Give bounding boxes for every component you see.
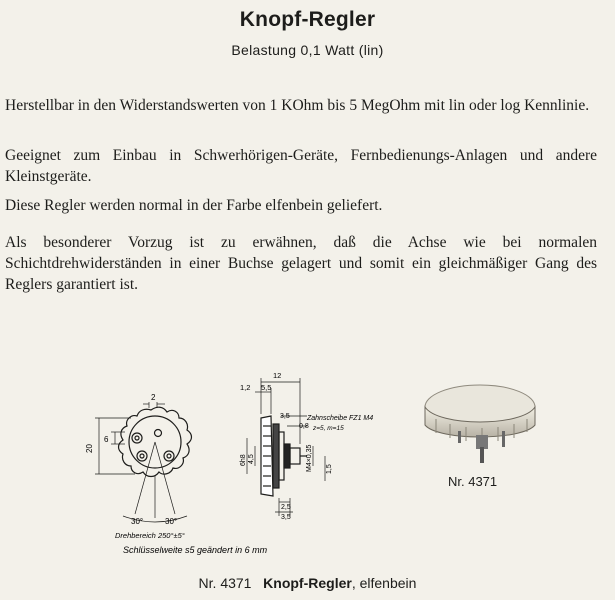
rotation-note: Drehbereich 250°±5°	[115, 531, 185, 540]
product-photo	[418, 377, 548, 472]
dim-label: 0,8	[299, 423, 309, 430]
dim-label: 6	[104, 435, 109, 444]
technical-drawing	[85, 366, 374, 556]
dim-label: 12	[273, 371, 282, 380]
wrench-size-note: Schlüsselweite s5 geändert in 6 mm	[123, 545, 268, 555]
dim-label: 5,5	[261, 383, 272, 392]
dim-label: 30°	[165, 517, 178, 526]
photo-caption: Nr. 4371	[448, 474, 498, 489]
dim-label: 1,2	[240, 383, 251, 392]
dim-label: 20	[85, 444, 94, 453]
product-number: Nr. 4371	[198, 575, 252, 591]
page-subtitle: Belastung 0,1 Watt (lin)	[231, 42, 384, 58]
dim-label: 3,5	[281, 514, 291, 521]
front-view-knob	[119, 407, 192, 476]
product-name: Knopf-Regler	[263, 575, 352, 591]
page-title: Knopf-Regler	[239, 8, 376, 31]
paragraph-resistance-values: Herstellbar in den Widerstandswerten von 1 KOhm bis 5 MegOhm mit lin oder log Kennlinie.	[5, 97, 590, 114]
paragraph-applications: Geeignet zum Einbau in Schwerhörigen-Geräte, Fernbedienungs-Anlagen und andere Kleinstgeräte.	[5, 147, 597, 185]
paragraph-advantage: Als besonderer Vorzug ist zu erwähnen, daß die Achse wie bei normalen Schichtdrehwiderständen in einer Buchse gelagert und somit ein gleichmäßiger Gang des Reglers garantiert ist.	[5, 234, 597, 293]
dim-label: 3,5	[280, 413, 290, 420]
gear-spec: z=5, m=15	[313, 425, 344, 432]
dim-label: 4,5	[248, 454, 255, 464]
dim-label: 1,5	[326, 464, 333, 474]
dim-label: 6h8	[240, 454, 247, 466]
thread-label: M4×0,35	[306, 444, 313, 472]
paragraph-color: Diese Regler werden normal in der Farbe elfenbein geliefert.	[5, 197, 383, 214]
dim-label: 2,5	[281, 504, 291, 511]
dim-label: 30°	[131, 517, 144, 526]
dim-label: 2	[151, 393, 156, 402]
gear-label: Zahnscheibe FZ1 M4	[307, 415, 374, 422]
product-color: , elfenbein	[351, 575, 417, 591]
product-caption	[0, 575, 615, 591]
